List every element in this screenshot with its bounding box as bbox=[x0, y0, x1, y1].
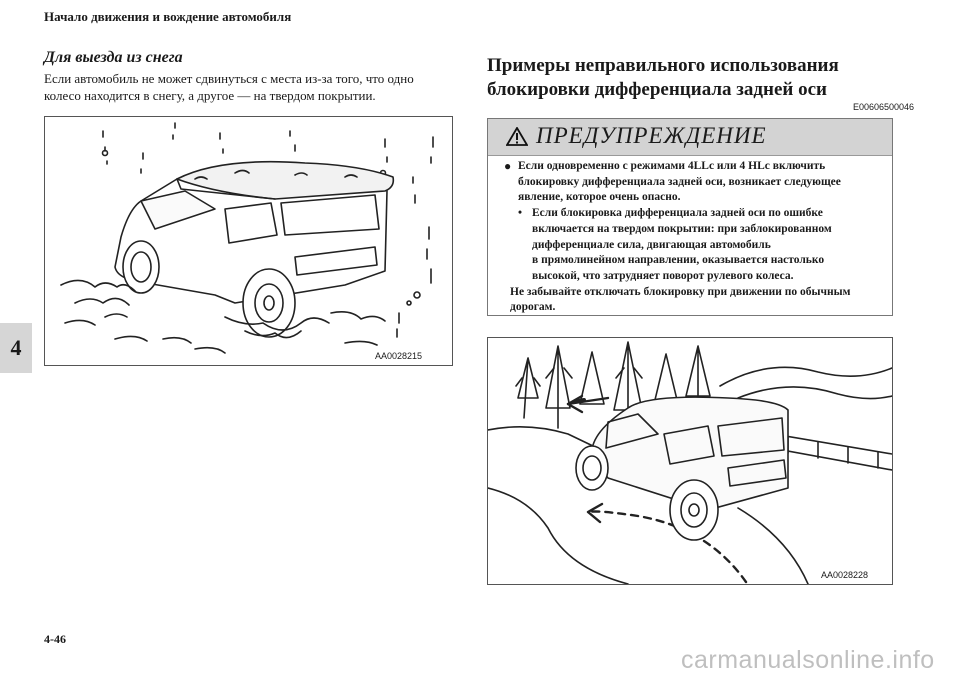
page-number: 4-46 bbox=[44, 632, 66, 646]
section-code: E00606500046 bbox=[853, 102, 915, 112]
car-snow-illustration bbox=[45, 117, 452, 365]
watermark-text: carmanualsonline.info bbox=[681, 646, 935, 674]
bullet-dot-icon: ● bbox=[504, 159, 512, 173]
figure-code-right: AA0028228 bbox=[821, 570, 869, 580]
warning-header bbox=[488, 119, 892, 156]
warning-text bbox=[498, 159, 886, 316]
section-title-snow: Для выезда из снега bbox=[44, 49, 183, 66]
body-line-1: Если автомобиль не может сдвинуться с места из-за того, что одно bbox=[44, 71, 414, 86]
section-title-line-1: Примеры неправильного использования bbox=[487, 55, 839, 76]
section-body-snow bbox=[44, 70, 444, 104]
figure-car-in-snow bbox=[44, 116, 453, 366]
bullet-small-icon: • bbox=[518, 207, 523, 220]
chapter-tab: 4 bbox=[0, 323, 32, 373]
warning-line: высокой, что затрудняет поворот рулевого колеса. bbox=[532, 269, 794, 282]
warning-box bbox=[487, 118, 893, 316]
car-road-illustration bbox=[488, 338, 892, 584]
figure-car-turning bbox=[487, 337, 893, 585]
warning-triangle-icon bbox=[506, 127, 528, 146]
warning-line: включается на твердом покрытии: при заблокированном bbox=[532, 222, 832, 235]
chapter-header: Начало движения и вождение автомобиля bbox=[44, 9, 292, 24]
warning-title: ПРЕДУПРЕЖДЕНИЕ bbox=[536, 123, 767, 148]
figure-code-left: AA0028215 bbox=[375, 351, 423, 361]
warning-line: дорогам. bbox=[510, 301, 556, 314]
warning-line: Не забывайте отключать блокировку при движении по обычным bbox=[510, 285, 851, 298]
warning-line: ● Если одновременно с режимами 4LLc или 4 HLc включить bbox=[504, 159, 826, 173]
section-title-misuse bbox=[487, 54, 927, 102]
warning-line: дифференциале сила, двигающая автомобиль bbox=[532, 238, 771, 251]
warning-line: явление, которое очень опасно. bbox=[518, 191, 681, 204]
body-line-2: колесо находится в снегу, а другое — на твердом покрытии. bbox=[44, 88, 376, 103]
warning-line: • Если блокировка дифференциала задней оси по ошибке bbox=[498, 206, 886, 222]
section-title-line-2: блокировки дифференциала задней оси bbox=[487, 79, 827, 100]
warning-line: блокировку дифференциала задней оси, возникает следующее bbox=[518, 175, 841, 188]
warning-line: в прямолинейном направлении, оказывается настолько bbox=[532, 254, 825, 267]
